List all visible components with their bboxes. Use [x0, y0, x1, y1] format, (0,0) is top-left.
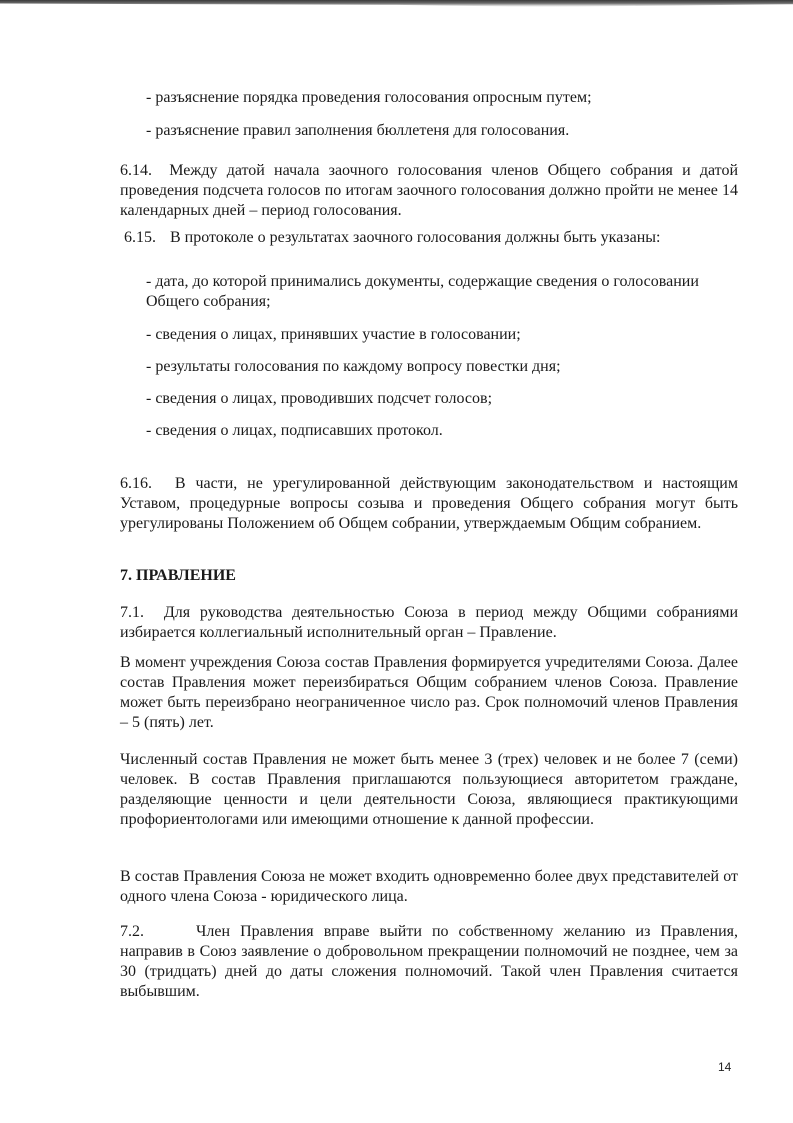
- section-6-16: [120, 474, 738, 534]
- chapter-heading: 7. ПРАВЛЕНИЕ: [120, 567, 236, 584]
- section-number: 7.1.: [120, 604, 144, 621]
- scan-edge-shadow: [0, 0, 793, 7]
- section-7-2: [120, 922, 738, 1002]
- paragraph: В состав Правления Союза не может входить одновременно более двух представителей от одного члена Союза - юридического лица.: [120, 868, 738, 905]
- list-item: - сведения о лицах, проводивших подсчет голосов;: [146, 390, 493, 407]
- list-item: - сведения о лицах, принявших участие в голосовании;: [146, 326, 521, 343]
- list-item: - результаты голосования по каждому вопросу повестки дня;: [146, 358, 561, 375]
- section-number: 6.16.: [120, 475, 152, 492]
- section-number: 6.15.: [124, 229, 156, 246]
- section-6-15: [124, 228, 660, 248]
- section-number: 7.2.: [120, 923, 144, 940]
- section-text: В части, не урегулированной действующим законодательством и настоящим Уставом, процедурные вопросы созыва и проведения Общего собрания могут быть урегулированы Положением об Общем собрании, утверждаемым Общим собранием.: [120, 475, 738, 532]
- section-number: 6.14.: [120, 162, 152, 179]
- paragraph: Численный состав Правления не может быть менее 3 (трех) человек и не более 7 (семи) человек. В состав Правления приглашаются пользующиеся авторитетом граждане, разделяющие ценности и цели деятельности Союза, являющиеся практикующими профориентологами или имеющими отношение к данной профессии.: [120, 751, 738, 828]
- page-number: 14: [718, 1060, 732, 1074]
- list-item: - сведения о лицах, подписавших протокол.: [146, 422, 443, 439]
- section-text: Для руководства деятельностью Союза в период между Общими собраниями избирается коллегиальный исполнительный орган – Правление.: [120, 604, 739, 641]
- list-item: - дата, до которой принимались документы, содержащие сведения о голосовании Общего собрания;: [146, 273, 699, 310]
- section-text: Член Правления вправе выйти по собственному желанию из Правления, направив в Союз заявление о добровольном прекращении полномочий не позднее, чем за 30 (тридцать) дней до даты сложения полномочий. Такой член Правления считается выбывшим.: [120, 923, 739, 1000]
- paragraph: В момент учреждения Союза состав Правления формируется учредителями Союза. Далее состав Правления может переизбираться Общим собранием членов Союза. Правление может быть переизбрано неограниченное число раз. Срок полномочий членов Правления – 5 (пять) лет.: [120, 654, 738, 731]
- bullet-item: - разъяснение правил заполнения бюллетеня для голосования.: [146, 122, 570, 139]
- section-text: Между датой начала заочного голосования членов Общего собрания и датой проведения подсчета голосов по итогам заочного голосования должно пройти не менее 14 календарных дней – период голосования.: [120, 162, 738, 219]
- section-text: В протоколе о результатах заочного голосования должны быть указаны:: [170, 229, 661, 246]
- section-6-14: [120, 161, 738, 221]
- section-7-1: [120, 603, 738, 643]
- bullet-item: - разъяснение порядка проведения голосования опросным путем;: [146, 89, 592, 106]
